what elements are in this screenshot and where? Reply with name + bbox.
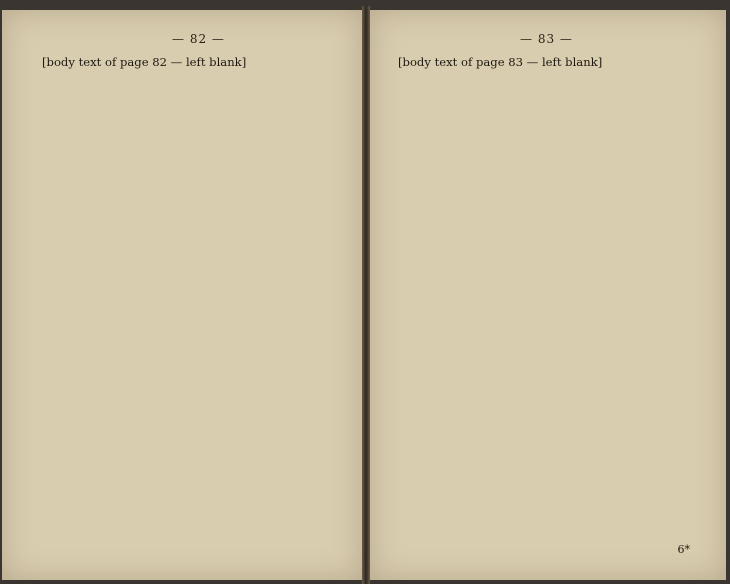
left-page	[2, 10, 362, 580]
right-page	[370, 10, 726, 580]
page-number: — 83 —	[520, 32, 573, 46]
signature-mark: 6*	[677, 543, 690, 556]
page-number: — 82 —	[172, 32, 225, 46]
book-gutter	[362, 6, 370, 584]
page-body-text: [body text of page 83 — left blank]	[398, 55, 603, 69]
page-body-text: [body text of page 82 — left blank]	[42, 55, 247, 69]
